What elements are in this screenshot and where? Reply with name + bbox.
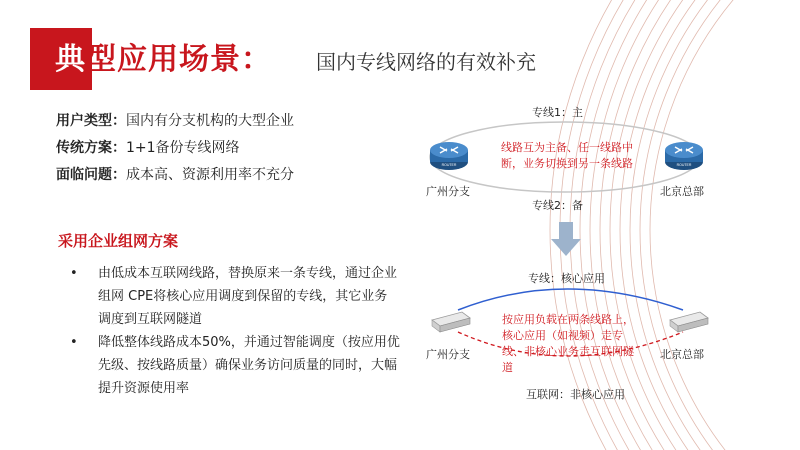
info-key: 用户类型： (56, 113, 126, 129)
info-value: 国内有分支机构的大型企业 (126, 113, 294, 129)
label-core-line: 专线：核心应用 (528, 272, 605, 285)
router-icon-left (430, 142, 468, 170)
bullet-dot: • (70, 335, 78, 350)
label-internet-line: 互联网：非核心应用 (526, 388, 625, 401)
label-right-node-bottom: 北京总部 (660, 348, 704, 361)
label-line-main: 专线1：主 (532, 106, 583, 119)
page-subtitle: 国内专线网络的有效补充 (316, 50, 536, 74)
note-bottom: 按应用负载在两条线路上，核心应用（如视频）走专线、非核心业务走互联网隧道 (502, 313, 634, 374)
page-title-first-char: 典 (55, 42, 86, 77)
note-top: 线路互为主备、任一线路中断，业务切换到另一条线路 (501, 141, 633, 170)
info-value: 1+1备份专线网络 (126, 140, 240, 156)
info-key: 传统方案： (56, 140, 126, 156)
router-label: ROUTER (441, 163, 457, 167)
label-right-node-top: 北京总部 (660, 185, 704, 198)
label-left-node-top: 广州分支 (426, 185, 470, 198)
label-line-backup: 专线2：备 (532, 199, 583, 212)
router-label: ROUTER (676, 163, 692, 167)
label-left-node-bottom: 广州分支 (426, 348, 470, 361)
router-icon-right (665, 142, 703, 170)
section-title: 采用企业组网方案 (58, 232, 179, 250)
info-key: 面临问题： (56, 167, 126, 183)
page-title-rest: 型应用场景： (86, 42, 272, 77)
cpe-device-icon-right (670, 312, 708, 332)
bullet-dot: • (70, 266, 78, 281)
bullet-text: 降低整体线路成本50%，并通过智能调度（按应用优先级、按线路质量）确保业务访问质量的同时，大幅提升资源使用率 (98, 335, 400, 396)
core-line-blue (458, 289, 683, 310)
bullet-text: 由低成本互联网线路，替换原来一条专线，通过企业组网 CPE将核心应用调度到保留的专线，其它业务调度到互联网隧道 (98, 266, 398, 327)
cpe-device-icon-left (432, 312, 470, 332)
down-arrow-icon (551, 222, 581, 256)
info-value: 成本高、资源利用率不充分 (126, 167, 294, 183)
